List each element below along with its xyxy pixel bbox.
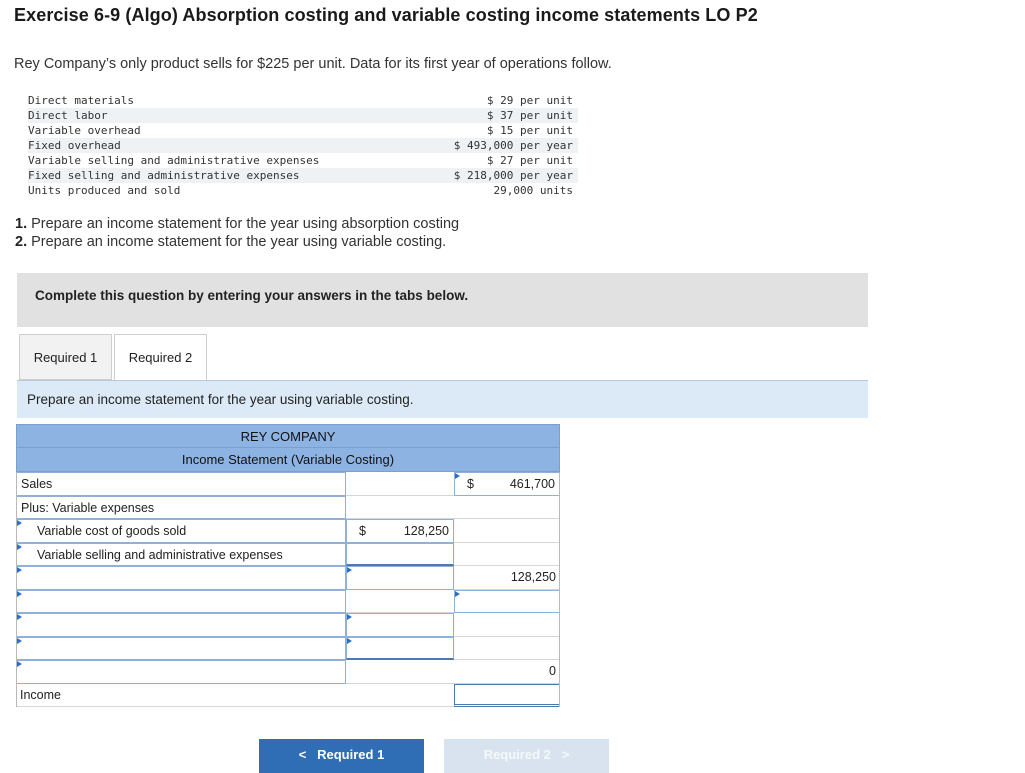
given-row — [28, 138, 578, 153]
amount-value: 461,700 — [509, 477, 555, 491]
input-marker-icon — [17, 638, 22, 644]
row-label-input[interactable] — [16, 543, 346, 567]
given-row — [28, 123, 578, 138]
problem-intro: Rey Company’s only product sells for $225 per unit. Data for its first year of operations follow. — [14, 56, 612, 72]
input-marker-icon — [347, 638, 352, 644]
input-marker-icon — [455, 473, 460, 479]
row-label-input[interactable] — [16, 660, 346, 684]
row-label-input[interactable] — [16, 637, 346, 661]
mid-amount-input[interactable] — [346, 543, 454, 567]
given-label: Variable selling and administrative expenses — [28, 154, 320, 167]
right-amount-cell — [454, 660, 560, 684]
given-data-table — [28, 93, 578, 198]
tab-required-2[interactable]: Required 2 — [114, 334, 207, 382]
next-required-button[interactable] — [444, 739, 609, 773]
row-label: Variable selling and administrative expenses — [37, 547, 283, 562]
given-row — [28, 153, 578, 168]
prev-required-button[interactable] — [259, 739, 424, 773]
exercise-title: Exercise 6-9 (Algo) Absorption costing and variable costing income statements LO P2 — [14, 5, 758, 25]
instruction-text: Prepare an income statement for the year using absorption costing — [27, 216, 460, 232]
row-label-input[interactable] — [16, 496, 346, 520]
right-amount-input[interactable] — [454, 590, 560, 614]
mid-amount-input[interactable] — [346, 519, 454, 543]
mid-amount-cell — [346, 496, 454, 520]
instruction-number: 2. — [15, 234, 28, 250]
income-amount-input[interactable] — [454, 684, 560, 708]
amount-value: 0 — [549, 664, 556, 678]
given-row — [28, 168, 578, 183]
statement-row — [16, 519, 560, 543]
banner-text: Complete this question by entering your answers in the tabs below. — [35, 288, 469, 303]
right-amount-cell — [454, 613, 560, 637]
input-marker-icon — [347, 614, 352, 620]
instruction-text: Prepare an income statement for the year using variable costing. — [27, 234, 447, 250]
next-button-label: Required 2 — [483, 747, 551, 762]
statement-row — [16, 590, 560, 614]
statement-row — [16, 543, 560, 567]
right-amount-input[interactable] — [454, 472, 560, 496]
input-marker-icon — [17, 544, 22, 550]
given-row — [28, 183, 578, 198]
question-prompt — [17, 381, 868, 418]
mid-amount-input[interactable] — [346, 566, 454, 590]
given-value: $ 493,000 per year — [414, 138, 578, 153]
amount-value: 128,250 — [403, 524, 449, 538]
statement-subtitle: Income Statement (Variable Costing) — [16, 448, 560, 472]
amount-value: 128,250 — [510, 570, 556, 584]
instructions-banner — [17, 273, 868, 327]
row-label: Plus: Variable expenses — [21, 500, 155, 515]
right-amount-cell — [454, 566, 560, 590]
given-value: $ 37 per unit — [414, 108, 578, 123]
given-label: Direct labor — [28, 108, 414, 123]
input-marker-icon — [17, 661, 22, 667]
right-amount-cell — [454, 519, 560, 543]
input-marker-icon — [17, 520, 22, 526]
statement-row — [16, 660, 560, 684]
row-label: Variable cost of goods sold — [37, 524, 187, 538]
mid-amount-input[interactable] — [346, 613, 454, 637]
row-label: Sales — [21, 477, 53, 491]
prev-button-label: Required 1 — [317, 747, 385, 762]
given-label: Fixed selling and administrative expenses — [28, 168, 414, 183]
chevron-right-icon: > — [561, 747, 570, 762]
dollar-sign: $ — [359, 524, 366, 538]
right-amount-cell — [454, 543, 560, 567]
table-border-left — [16, 472, 17, 707]
table-border-right — [559, 472, 560, 707]
row-label-input[interactable] — [16, 566, 346, 590]
mid-amount-cell — [346, 660, 454, 684]
mid-amount-cell — [346, 472, 454, 496]
tab-required-1[interactable]: Required 1 — [19, 334, 112, 380]
input-marker-icon — [17, 567, 22, 573]
given-value: $ 15 per unit — [486, 124, 573, 137]
given-value: $ 218,000 per year — [414, 168, 578, 183]
row-label-input[interactable] — [16, 590, 346, 614]
mid-amount-cell — [346, 684, 454, 708]
given-value: $ 29 per unit — [486, 94, 573, 107]
mid-amount-input[interactable] — [346, 637, 454, 661]
dollar-sign: $ — [467, 477, 474, 491]
given-label: Variable overhead — [28, 124, 141, 137]
instruction-1 — [15, 215, 459, 233]
statement-row — [16, 613, 560, 637]
instructions — [15, 215, 459, 251]
input-marker-icon — [17, 591, 22, 597]
instruction-2 — [15, 233, 459, 251]
right-amount-cell — [454, 496, 560, 520]
row-label: Income — [20, 687, 61, 702]
statement-row — [16, 496, 560, 520]
statement-row-income — [16, 684, 560, 708]
prompt-text: Prepare an income statement for the year using variable costing. — [27, 392, 414, 407]
given-label: Units produced and sold — [28, 184, 181, 197]
statement-row — [16, 472, 560, 496]
given-value: $ 27 per unit — [486, 154, 573, 167]
instruction-number: 1. — [15, 216, 28, 232]
given-label: Fixed overhead — [28, 138, 414, 153]
chevron-left-icon: < — [298, 747, 307, 762]
mid-amount-cell — [346, 590, 454, 614]
input-marker-icon — [17, 614, 22, 620]
statement-row — [16, 637, 560, 661]
given-row — [28, 108, 578, 123]
statement-row — [16, 566, 560, 590]
row-label-cell — [16, 684, 346, 708]
right-amount-cell — [454, 637, 560, 661]
input-marker-icon — [455, 591, 460, 597]
row-label-input[interactable] — [16, 519, 346, 543]
row-label-input[interactable] — [16, 613, 346, 637]
given-value: 29,000 units — [493, 184, 573, 197]
income-statement — [16, 424, 560, 707]
row-label-input[interactable] — [16, 472, 346, 496]
input-marker-icon — [347, 567, 352, 573]
statement-company: REY COMPANY — [16, 424, 560, 448]
given-label: Direct materials — [28, 94, 134, 107]
given-row — [28, 93, 578, 108]
